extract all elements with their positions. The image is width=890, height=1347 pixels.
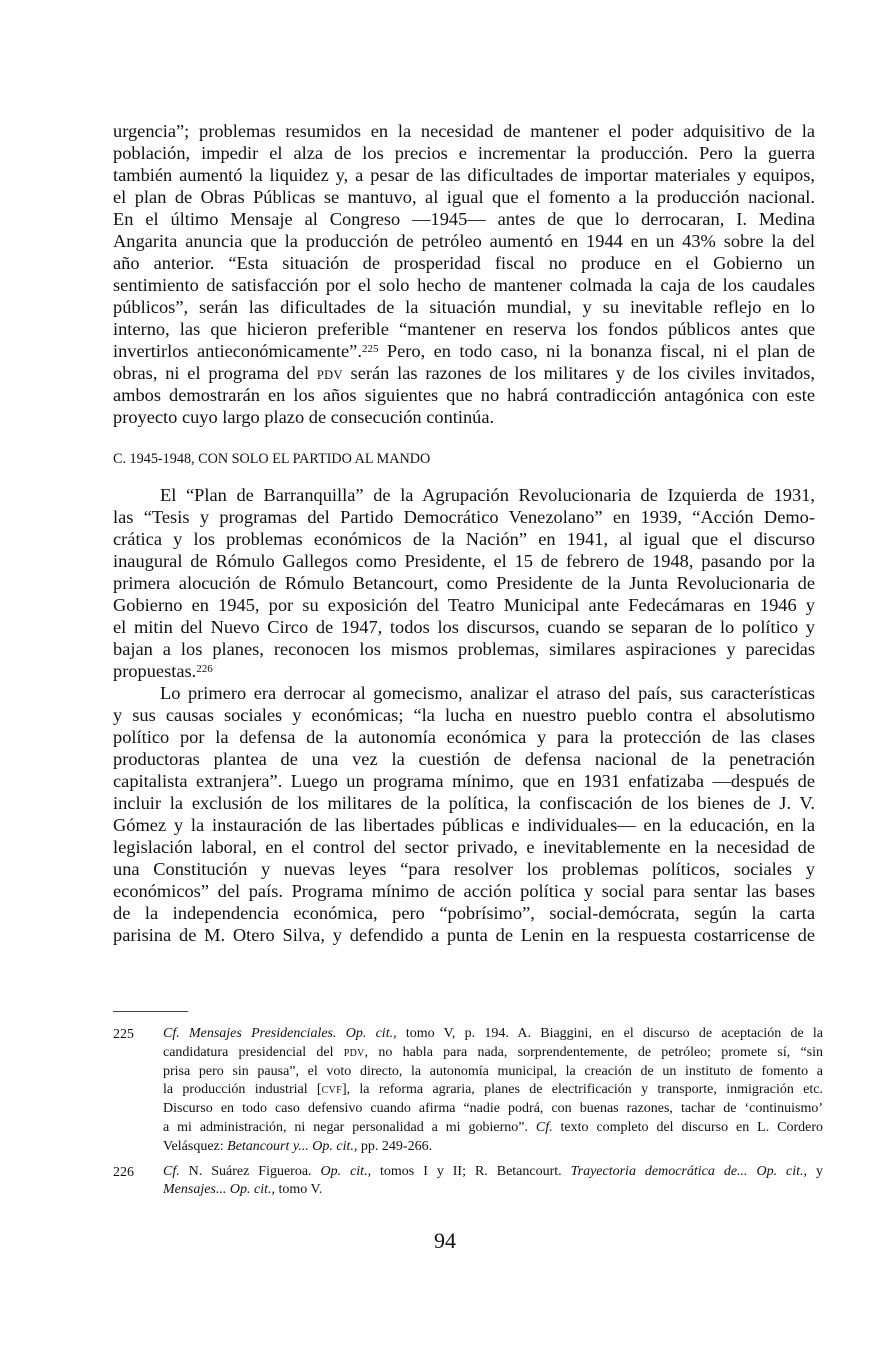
line-text: obras, ni el programa del — [113, 363, 317, 383]
text-line: población, impedir el alza de los precios e incrementar la producción. Pero la guerra — [113, 143, 815, 163]
paragraph-oil-production — [113, 120, 815, 428]
line-text: la producción industrial [ — [163, 1082, 322, 1098]
footnote-number: 226 — [113, 1164, 134, 1180]
footnote-226 — [113, 1163, 823, 1201]
text-line: proyecto cuyo largo plazo de consecución continúa. — [113, 407, 495, 427]
text-line: de la independencia económica, pero “pobrísimo”, social-demócrata, según la carta — [113, 903, 815, 923]
text-line: productoras plantea de una vez la cuestión de defensa nacional de la penetración — [113, 749, 815, 769]
footnote-line — [163, 1163, 823, 1182]
line-text: pp. 249-266. — [357, 1138, 433, 1154]
citation-italic: Cf. — [163, 1163, 180, 1179]
footnote-line — [163, 1119, 823, 1138]
text-line: las “Tesis y programas del Partido Democrático Venezolano” en 1939, “Acción Demo- — [113, 507, 815, 527]
text-line: bajan a los planes, reconocen los mismos problemas, similares aspiraciones y parecidas — [113, 639, 815, 659]
line-text: tomos I y II; R. Betancourt. — [371, 1163, 571, 1179]
citation-italic: Mensajes... Op. cit., — [163, 1182, 275, 1198]
text-line: el plan de Obras Públicas se mantuvo, al igual que el fomento a la producción nacional. — [113, 187, 815, 207]
citation-italic: Op. cit., — [320, 1163, 372, 1179]
text-line: sentimiento de satisfacción por el solo hecho de mantener colmada la caja de los caudales — [113, 275, 815, 295]
line-text: tomo V. — [274, 1182, 323, 1198]
text-line: Angarita anuncia que la producción de petróleo aumentó en 1944 en un 43% sobre la del — [113, 231, 815, 251]
line-text: a mi administración, ni negar personalidad a mi gobierno”. — [163, 1119, 536, 1135]
citation-italic: Betancourt y... Op. cit., — [227, 1138, 358, 1154]
text-line: económicos” del país. Programa mínimo de acción política y social para sentar las bases — [113, 881, 815, 901]
line-text: propuestas. — [113, 661, 197, 681]
footnote-number: 225 — [113, 1027, 134, 1042]
text-line: públicos”, serán las dificultades de la situación mundial, y su inevitable reflejo en lo — [113, 297, 815, 317]
line-text: invertirlos antieconómicamente”. — [113, 341, 362, 361]
text-line: Gobierno en 1945, por su exposición del Teatro Municipal ante Fedecámaras en 1946 y — [113, 595, 815, 615]
text-line: inaugural de Rómulo Gallegos como Presidente, el 15 de febrero de 1948, pasando por la — [113, 551, 815, 571]
abbreviation-pdv: PDV — [343, 1047, 365, 1059]
section-heading: C. 1945-1948, CON SOLO EL PARTIDO AL MANDO — [113, 451, 431, 467]
text-line: capitalista extranjera”. Luego un programa mínimo, que en 1931 enfatizaba —después de — [113, 771, 815, 791]
text-line — [113, 660, 815, 682]
page-number: 94 — [434, 1228, 456, 1253]
text-line: primera alocución de Rómulo Betancourt, como Presidente de la Junta Revolucionaria de — [113, 573, 815, 593]
text-line: incluir la exclusión de los militares de la política, la confiscación de los bienes de J. V. — [113, 793, 815, 813]
footnote-line — [163, 1138, 823, 1157]
footnote-225 — [113, 1025, 823, 1157]
text-line: interno, las que hicieron preferible “mantener en reserva los fondos públicos antes que — [113, 319, 815, 339]
footnote-line — [163, 1181, 823, 1200]
text-line: El “Plan de Barranquilla” de la Agrupación Revolucionaria de Izquierda de 1931, — [160, 485, 815, 505]
text-line: también aumentó la liquidez y, a pesar de las dificultades de importar materiales y equipos, — [113, 165, 815, 185]
text-line: y sus causas sociales y económicas; “la lucha en nuestro pueblo contra el absolutismo — [113, 705, 815, 725]
text-line: ambos demostrarán en los años siguientes que no habrá contradicción antagónica con este — [113, 385, 815, 405]
footnote-line — [163, 1025, 823, 1044]
text-line: Gómez y la instauración de las libertades públicas e individuales— en la educación, en la — [113, 815, 815, 835]
text-line: legislación laboral, en el control del sector privado, e inevitablemente en la necesidad de — [113, 837, 815, 857]
text-line: Lo primero era derrocar al gomecismo, analizar el atraso del país, sus características — [160, 683, 815, 703]
line-text: texto completo del discurso en L. Cordero — [552, 1119, 823, 1135]
text-line: año anterior. “Esta situación de prosperidad fiscal no produce en el Gobierno un — [113, 253, 815, 273]
line-text: serán las razones de los militares y de los civiles invitados, — [342, 363, 815, 383]
footnotes — [113, 1025, 823, 1200]
footnote-ref-226[interactable]: 226 — [196, 663, 213, 675]
paragraph-discourses — [113, 484, 815, 946]
line-text: ], la reforma agraria, planes de electrificación y transporte, inmigración etc. — [341, 1082, 823, 1098]
line-text: y — [807, 1163, 823, 1179]
footnote-line: prisa pero sin pausa”, el voto directo, la autonomía municipal, la creación de un instituto de fomento a — [163, 1063, 823, 1079]
footnote-line — [163, 1044, 823, 1063]
footnote-line — [163, 1081, 823, 1100]
text-line — [113, 362, 815, 384]
text-line — [113, 340, 815, 362]
text-line: En el último Mensaje al Congreso —1945— antes de que lo derrocaran, I. Medina — [113, 209, 815, 229]
citation-italic: Cf. — [535, 1119, 553, 1135]
footnote-divider — [113, 1011, 188, 1012]
footnote-line: Discurso en todo caso defensivo cuando afirma “nadie podrá, con buenas razones, tachar de ‘continuismo’ — [163, 1101, 823, 1117]
line-text: Pero, en todo caso, ni la bonanza fiscal, ni el plan de — [378, 341, 815, 361]
citation-italic: Trayectoria democrática de... Op. cit., — [570, 1163, 808, 1179]
text-line: crática y los problemas económicos de la Nación” en 1941, al igual que el discurso — [113, 529, 815, 549]
citation-italic: Cf. Mensajes Presidenciales. Op. cit., — [163, 1026, 397, 1041]
abbreviation-cvf: CVF — [321, 1085, 342, 1097]
text-line: el mitin del Nuevo Circo de 1947, todos los discursos, cuando se separan de lo político y — [113, 617, 815, 637]
text-line: una Constitución y nuevas leyes “para resolver los problemas políticos, sociales y — [113, 859, 815, 879]
line-text: N. Suárez Figueroa. — [179, 1163, 321, 1179]
abbreviation-pdv: PDV — [316, 368, 343, 382]
text-line: parisina de M. Otero Silva, y defendido a punta de Lenin en la respuesta costarricense de — [113, 925, 815, 945]
line-text: tomo V, p. 194. A. Biaggini, en el discurso de aceptación de la — [396, 1026, 824, 1041]
footnote-ref-225[interactable]: 225 — [361, 343, 379, 355]
line-text: candidatura presidencial del — [163, 1044, 344, 1060]
line-text: , no habla para nada, sorprendentemente, de petróleo; promete sí, “sin — [364, 1044, 824, 1060]
line-text: Velásquez: — [163, 1138, 228, 1154]
text-line: urgencia”; problemas resumidos en la necesidad de mantener el poder adquisitivo de la — [113, 121, 815, 141]
text-line: político por la defensa de la autonomía económica y para la protección de las clases — [113, 727, 815, 747]
